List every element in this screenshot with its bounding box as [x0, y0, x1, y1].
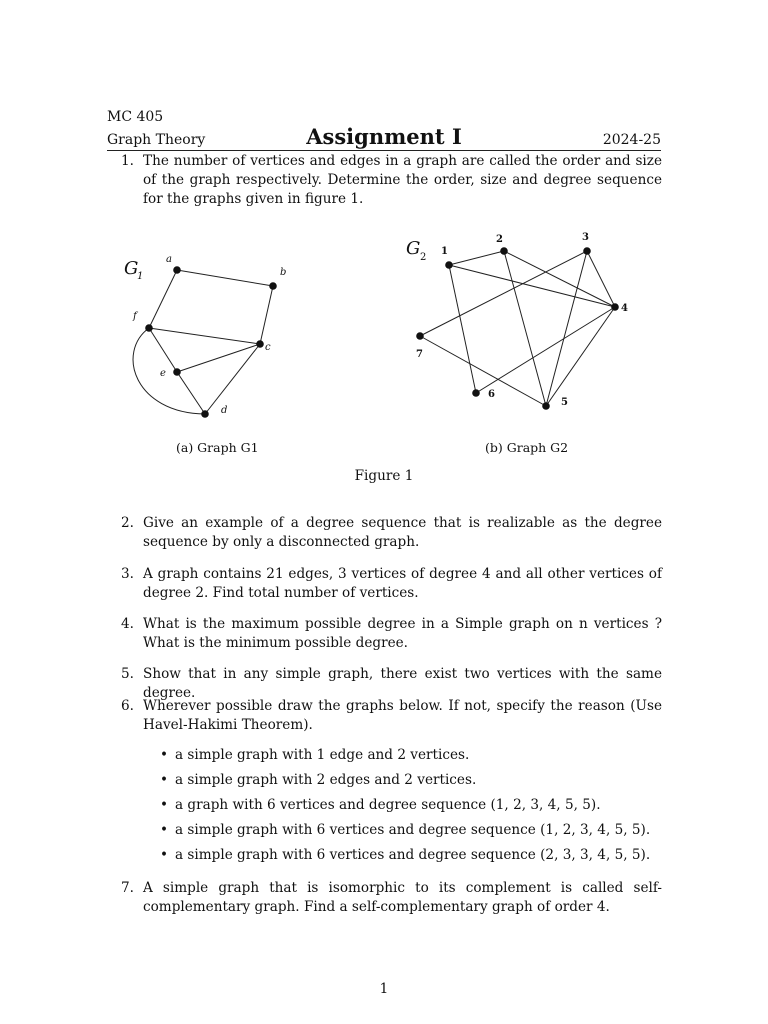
label-7: 7	[416, 349, 423, 360]
list-item-text: a graph with 6 vertices and degree sequence (1, 2, 3, 4, 5, 5).	[175, 797, 601, 813]
list-item-text: a simple graph with 2 edges and 2 vertices.	[175, 772, 477, 788]
label-5: 5	[561, 397, 568, 408]
vertex-b	[269, 282, 277, 290]
figure-caption: Figure 1	[354, 468, 414, 484]
label-d: d	[221, 405, 228, 416]
list-item	[160, 747, 469, 763]
bullet-icon: •	[160, 847, 169, 863]
list-item	[160, 797, 601, 813]
question-text: What is the maximum possible degree in a Simple graph on n vertices ? What is the minimum possible degree.	[143, 616, 662, 651]
question-6	[121, 697, 662, 735]
list-item-text: a simple graph with 1 edge and 2 vertices.	[175, 747, 470, 763]
question-number: 6.	[121, 698, 134, 714]
academic-year: 2024-25	[602, 132, 661, 148]
question-number: 1.	[121, 153, 134, 169]
edge-c-d	[205, 344, 260, 414]
question-text: Wherever possible draw the graphs below. If not, specify the reason (Use Havel-Hakimi Theorem).	[143, 698, 662, 733]
edge-b-c	[260, 286, 273, 344]
label-e: e	[160, 368, 166, 379]
vertex-6	[472, 389, 480, 397]
edge-1-4	[449, 265, 615, 307]
edge-2-4	[504, 251, 615, 307]
list-item	[160, 847, 650, 863]
bullet-icon: •	[160, 772, 169, 788]
question-2	[121, 514, 662, 552]
vertex-f	[145, 324, 153, 332]
vertex-c	[256, 340, 264, 348]
label-6: 6	[488, 389, 495, 400]
question-text: A graph contains 21 edges, 3 vertices of degree 4 and all other vertices of degree 2. Find total number of vertices.	[143, 566, 662, 601]
edge-1-2	[449, 251, 504, 265]
label-2: 2	[496, 234, 503, 245]
edge-f-c	[149, 328, 260, 344]
page-number: 1	[379, 981, 389, 997]
edge-7-5	[420, 336, 546, 406]
question-3	[121, 565, 662, 603]
g2-name: G	[406, 238, 421, 259]
subfigure-caption-b: (b) Graph G2	[485, 440, 569, 455]
label-3: 3	[582, 232, 589, 243]
label-4: 4	[621, 303, 628, 314]
list-item-text: a simple graph with 6 vertices and degree sequence (2, 3, 3, 4, 5, 5).	[175, 847, 651, 863]
bullet-icon: •	[160, 747, 169, 763]
label-1: 1	[441, 246, 448, 257]
edge-f-d-curved	[133, 328, 205, 414]
edge-1-6	[449, 265, 476, 393]
question-4	[121, 615, 662, 653]
figure-1	[0, 0, 768, 470]
edge-a-b	[177, 270, 273, 286]
vertex-5	[542, 402, 550, 410]
course-name: Graph Theory	[107, 132, 206, 148]
label-b: b	[280, 267, 287, 278]
edge-4-5	[546, 307, 615, 406]
edge-3-4	[587, 251, 615, 307]
edge-a-f	[149, 270, 177, 328]
assignment-title: Assignment I	[306, 124, 462, 149]
list-item-text: a simple graph with 6 vertices and degree sequence (1, 2, 3, 4, 5, 5).	[175, 822, 651, 838]
question-number: 7.	[121, 880, 134, 896]
edge-e-c	[177, 344, 260, 372]
vertex-4	[611, 303, 619, 311]
vertex-7	[416, 332, 424, 340]
list-item	[160, 822, 650, 838]
question-text: Show that in any simple graph, there exist two vertices with the same degree.	[143, 666, 662, 701]
g1-name: G	[124, 258, 139, 279]
g1-name-subscript: 1	[137, 271, 144, 282]
vertex-2	[500, 247, 508, 255]
question-number: 5.	[121, 666, 134, 682]
vertex-d	[201, 410, 209, 418]
vertex-a	[173, 266, 181, 274]
label-f: f	[133, 311, 137, 322]
question-number: 2.	[121, 515, 134, 531]
question-7	[121, 879, 662, 917]
question-text: The number of vertices and edges in a graph are called the order and size of the graph respectively. Determine the order, size and degree sequence for the graphs given in figure 1.	[143, 153, 662, 207]
bullet-icon: •	[160, 822, 169, 838]
label-a: a	[166, 254, 172, 265]
edge-4-6	[476, 307, 615, 393]
graph-g2	[406, 232, 628, 410]
bullet-icon: •	[160, 797, 169, 813]
course-code: MC 405	[107, 109, 164, 125]
subfigure-caption-a: (a) Graph G1	[176, 440, 259, 455]
question-text: Give an example of a degree sequence that is realizable as the degree sequence by only a disconnected graph.	[143, 515, 662, 550]
edge-f-e	[149, 328, 177, 372]
vertex-1	[445, 261, 453, 269]
vertex-e	[173, 368, 181, 376]
edge-e-d	[177, 372, 205, 414]
question-number: 3.	[121, 566, 134, 582]
label-c: c	[265, 342, 271, 353]
vertex-3	[583, 247, 591, 255]
question-text: A simple graph that is isomorphic to its complement is called self-complementary graph. Find a self-complementary graph of order 4.	[143, 880, 662, 915]
list-item	[160, 772, 476, 788]
question-number: 4.	[121, 616, 134, 632]
edge-2-5	[504, 251, 546, 406]
graph-g1	[124, 254, 286, 418]
g2-name-subscript: 2	[420, 252, 427, 263]
